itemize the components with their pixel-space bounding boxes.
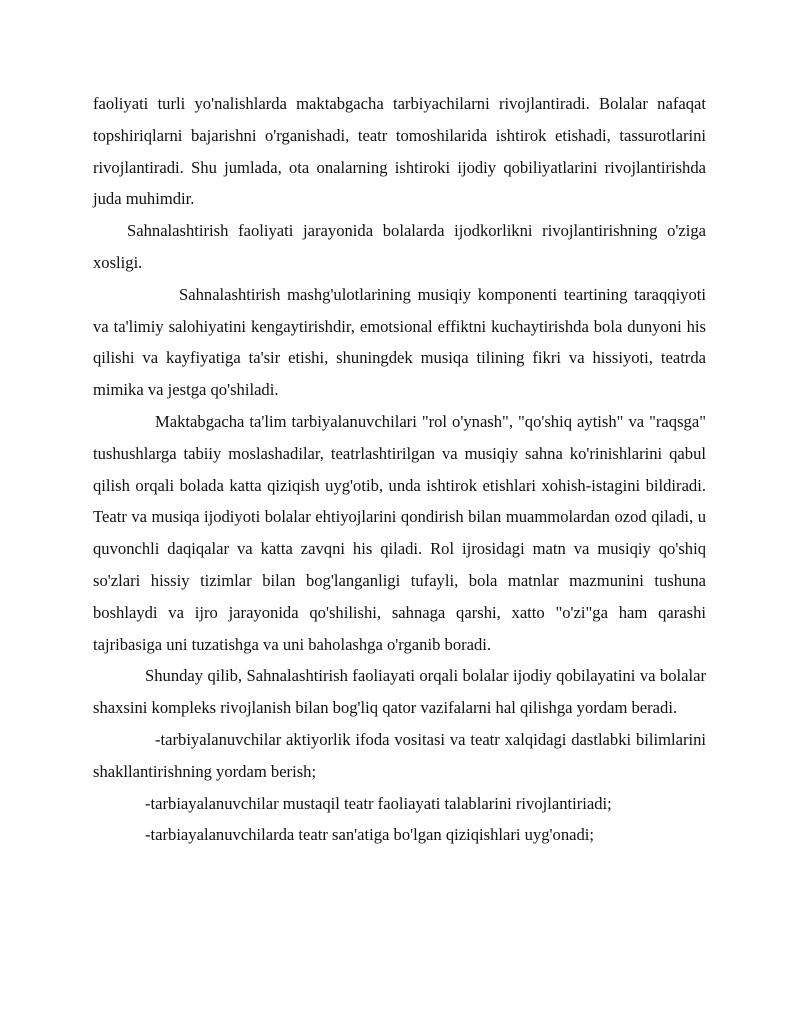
- document-page: [93, 88, 706, 851]
- paragraph-heading: Sahnalashtirish faoliyati jarayonida bolalarda ijodkorlikni rivojlantirishning o'ziga xosligi.: [93, 221, 706, 272]
- paragraph-music-component: Sahnalashtirish mashg'ulotlarining musiqiy komponenti teartining taraqqiyoti va ta'limiy salohiyatini kengaytirishdir, emotsional effiktni kuchaytirishda bola dunyoni his qilishi va kayfiyatiga ta'sir etishi, shuningdek musiqa tilining fikri va hissiyoti, teatrda mimika va jestga qo'shiladi.: [93, 284, 706, 400]
- list-item-independent: -tarbiayalanuvchilar mustaqil teatr faoliayati talablarini rivojlantiriadi;: [145, 793, 612, 813]
- list-item-interest: -tarbiayalanuvchilarda teatr san'atiga bo'lgan qiziqishlari uyg'onadi;: [145, 825, 595, 845]
- list-item-acting: -tarbiyalanuvchilar aktiyorlik ifoda vositasi va teatr xalqidagi dastlabki bilimlarini shakllantirishning yordam berish;: [93, 729, 706, 781]
- paragraph-intro: faoliyati turli yo'nalishlarda maktabgacha tarbiyachilarni rivojlantiradi. Bolalar nafaqat topshiriqlarni bajarishni o'rganishadi, teatr tomoshilarida ishtirok etishadi, tassurotlarini rivojlantiradi. Shu jumlada, ota onalarning ishtiroki ijodiy qobiliyatlarini rivojlantirishda juda muhimdir.: [93, 94, 706, 209]
- paragraph-conclusion: Shunday qilib, Sahnalashtirish faoliayati orqali bolalar ijodiy qobilayatini va bolalar shaxsini kompleks rivojlanish bilan bog'liq qator vazifalarni hal qilishga yordam beradi.: [93, 666, 706, 718]
- paragraph-preschool: Maktabgacha ta'lim tarbiyalanuvchilari "rol o'ynash", "qo'shiq aytish" va "raqsga" tushushlarga tabiiy moslashadilar, teatrlashtirilgan va musiqiy sahna ko'rinishlarini qabul qilish orqali bolada katta qiziqish uyg'otib, unda ishtirok etishlari xohish-istagini bildiradi. Teatr va musiqa ijodiyoti bolalar ehtiyojlarini qondirish bilan muammolardan ozod qiladi, u quvonchli daqiqalar va katta zavqni his qiladi. Rol ijrosidagi matn va musiqiy qo'shiq so'zlari hissiy tizimlar bilan bog'langanligi tufayli, bola matnlar mazmunini tushuna boshlaydi va ijro jarayonida qo'shilishi, sahnaga qarshi, xatto "o'zi"ga ham qarashi tajribasiga uni tuzatishga va uni baholashga o'rganib boradi.: [93, 411, 706, 654]
